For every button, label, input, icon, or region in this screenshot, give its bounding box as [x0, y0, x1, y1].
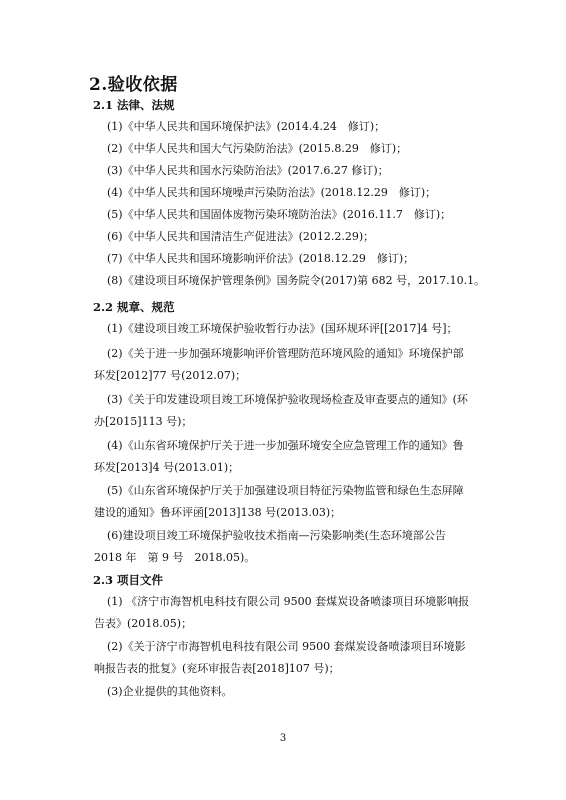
list-item-continuation: 环发[2012]77 号(2012.07)； — [94, 369, 247, 382]
list-item-continuation: 告表》(2018.05)； — [94, 617, 193, 630]
page-title: 2.验收依据 — [89, 75, 178, 95]
list-item: (1) 《济宁市海智机电科技有限公司 9500 套煤炭设备喷漆项目环境影响报 — [107, 595, 470, 608]
list-item: (6)建设项目竣工环境保护验收技术指南—污染影响类(生态环境部公告 — [107, 529, 446, 542]
list-item: (3)《中华人民共和国水污染防治法》(2017.6.27 修订)； — [107, 164, 389, 177]
list-item-continuation: 响报告表的批复》(兖环审报告表[2018]107 号)； — [94, 662, 340, 675]
list-item: (2)《中华人民共和国大气污染防治法》(2015.8.29 修订)； — [107, 142, 408, 155]
list-item-continuation: 建设的通知》鲁环评函[2013]138 号(2013.03)； — [94, 506, 342, 519]
list-item: (3)企业提供的其他资料。 — [107, 685, 233, 698]
page-number: 3 — [279, 733, 287, 744]
list-item: (4)《山东省环境保护厅关于进一步加强环境安全应急管理工作的通知》鲁 — [107, 439, 464, 452]
list-item: (2)《关于济宁市海智机电科技有限公司 9500 套煤炭设备喷漆项目环境影 — [107, 640, 466, 653]
list-item: (6)《中华人民共和国清洁生产促进法》(2012.2.29)； — [107, 230, 375, 243]
section-heading-laws: 2.1 法律、法规 — [93, 98, 175, 112]
list-item: (1)《中华人民共和国环境保护法》(2014.4.24 修订)； — [107, 120, 386, 133]
list-item-continuation: 办[2015]113 号)； — [94, 415, 193, 428]
list-item: (3)《关于印发建设项目竣工环境保护验收现场检查及审查要点的通知》(环 — [107, 393, 468, 406]
list-item: (5)《中华人民共和国固体废物污染环境防治法》(2016.11.7 修订)； — [107, 208, 452, 221]
list-item-continuation: 环发[2013]4 号(2013.01)； — [94, 461, 240, 474]
list-item: (4)《中华人民共和国环境噪声污染防治法》(2018.12.29 修订)； — [107, 186, 437, 199]
list-item-continuation: 2018 年 第 9 号 2018.05)。 — [94, 551, 256, 564]
section-heading-regulations: 2.2 规章、规范 — [93, 300, 175, 314]
list-item: (2)《关于进一步加强环境影响评价管理防范环境风险的通知》环境保护部 — [107, 347, 464, 360]
list-item: (1)《建设项目竣工环境保护验收暂行办法》(国环规环评[[2017]4 号]； — [107, 322, 458, 335]
list-item: (7)《中华人民共和国环境影响评价法》(2018.12.29 修订)； — [107, 252, 415, 265]
list-item: (5)《山东省环境保护厅关于加强建设项目特征污染物监管和绿色生态屏障 — [107, 484, 464, 497]
section-heading-project-documents: 2.3 项目文件 — [93, 573, 164, 587]
list-item: (8)《建设项目环境保护管理条例》国务院令(2017)第 682 号，2017.10.1。 — [107, 274, 486, 287]
